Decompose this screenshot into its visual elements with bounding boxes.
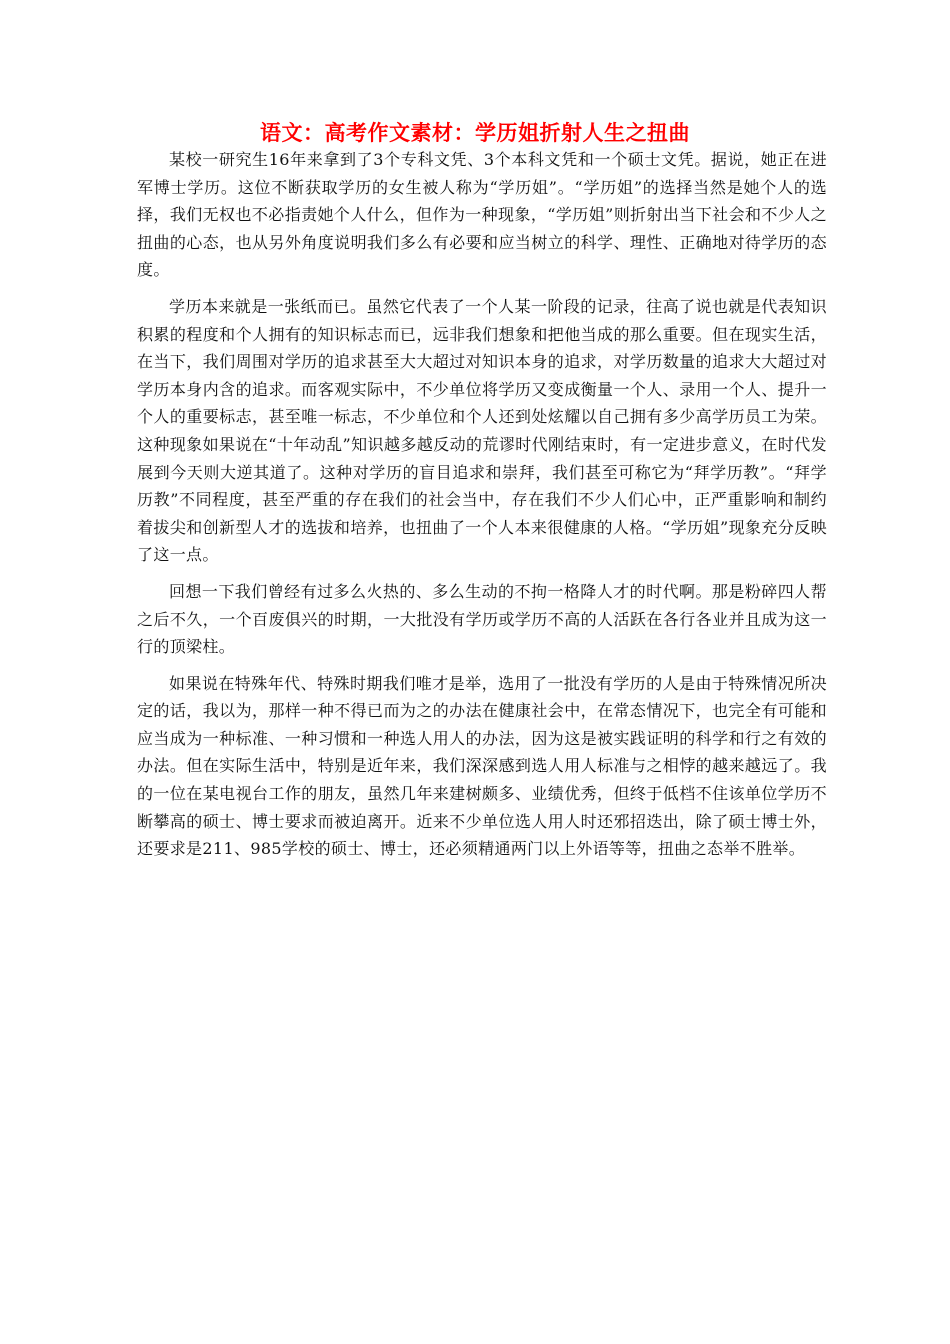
- paragraph-1: 某校一研究生16年来拿到了3个专科文凭、3个本科文凭和一个硕士文凭。据说，她正在进军博士学历。这位不断获取学历的女生被人称为“学历姐”。“学历姐”的选择当然是她个人的选择，我们无权也不必指责她个人什么，但作为一种现象，“学历姐”则折射出当下社会和不少人之扭曲的心态，也从另外角度说明我们多么有必要和应当树立的科学、理性、正确地对待学历的态度。: [137, 150, 827, 280]
- document-title: 语文：高考作文素材：学历姐折射人生之扭曲: [260, 120, 690, 145]
- paragraph-3: 回想一下我们曾经有过多么火热的、多么生动的不拘一格降人才的时代啊。那是粉碎四人帮之后不久，一个百废俱兴的时期，一大批没有学历或学历不高的人活跃在各行各业并且成为这一行的顶梁柱。: [137, 581, 827, 657]
- paragraph-2: 学历本来就是一张纸而已。虽然它代表了一个人某一阶段的记录，往高了说也就是代表知识积累的程度和个人拥有的知识标志而已，远非我们想象和把他当成的那么重要。但在现实生活，在当下，我们周围对学历的追求甚至大大超过对知识本身的追求，对学历数量的追求大大超过对学历本身内含的追求。而客观实际中，不少单位将学历又变成衡量一个人、录用一个人、提升一个人的重要标志，甚至唯一标志，不少单位和个人还到处炫耀以自己拥有多少高学历员工为荣。这种现象如果说在“十年动乱”知识越多越反动的荒谬时代刚结束时，有一定进步意义，在时代发展到今天则大逆其道了。这种对学历的盲目追求和崇拜，我们甚至可称它为“拜学历教”。“拜学历教”不同程度，甚至严重的存在我们的社会当中，存在我们不少人们心中，正严重影响和制约着拔尖和创新型人才的选拔和培养，也扭曲了一个人本来很健康的人格。“学历姐”现象充分反映了这一点。: [137, 296, 827, 565]
- document-body: [137, 146, 827, 863]
- paragraph-4: 如果说在特殊年代、特殊时期我们唯才是举，选用了一批没有学历的人是由于特殊情况所决定的话，我以为，那样一种不得已而为之的办法在健康社会中，在常态情况下，也完全有可能和应当成为一种标准、一种习惯和一种选人用人的办法，因为这是被实践证明的科学和行之有效的办法。但在实际生活中，特别是近年来，我们深深感到选人用人标准与之相悖的越来越远了。我的一位在某电视台工作的朋友，虽然几年来建树颇多、业绩优秀，但终于低档不住该单位学历不断攀高的硕士、博士要求而被迫离开。近来不少单位选人用人时还邪招迭出，除了硕士博士外，还要求是211、985学校的硕士、博士，还必须精通两门以上外语等等，扭曲之态举不胜举。: [137, 673, 827, 859]
